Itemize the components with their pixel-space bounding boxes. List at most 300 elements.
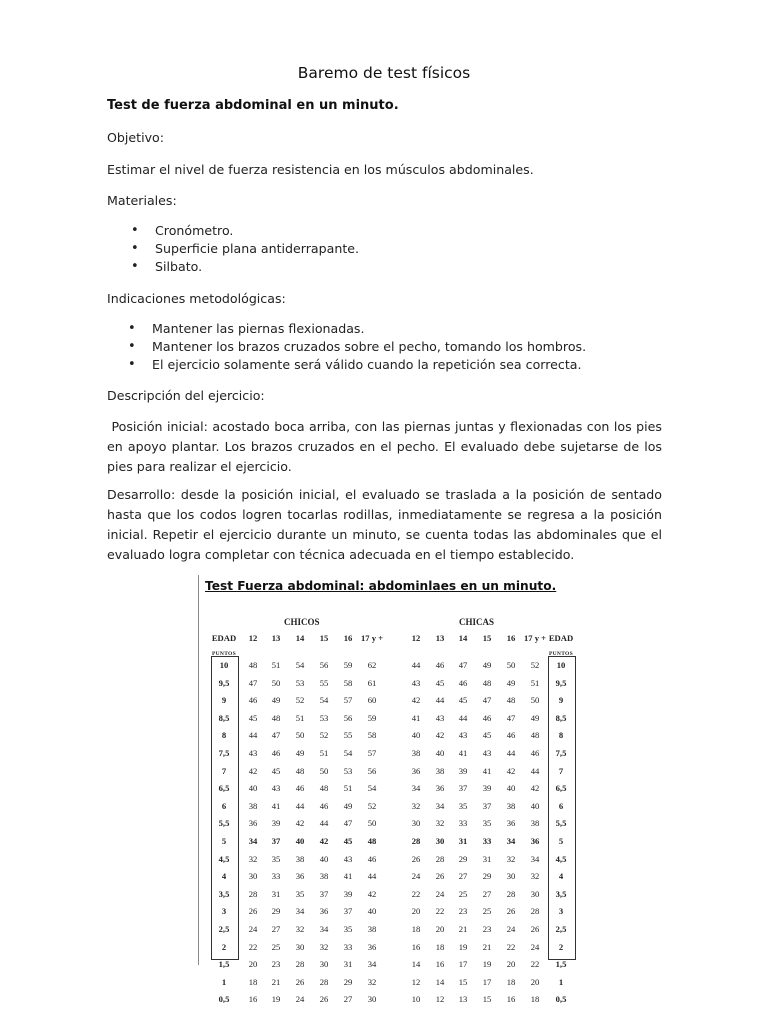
list-item: • Silbato. <box>131 259 203 274</box>
boys-value-cell: 42 <box>295 818 305 829</box>
score-cell: 3 <box>558 906 564 917</box>
boys-value-cell: 45 <box>271 765 281 776</box>
girls-value-cell: 20 <box>435 924 445 934</box>
boys-value-cell: 32 <box>367 976 377 987</box>
boys-value-cell: 52 <box>295 695 305 706</box>
score-cell: 1 <box>221 976 227 987</box>
boys-value-cell: 28 <box>319 976 329 987</box>
girls-value-cell: 15 <box>482 994 492 1005</box>
boys-value-cell: 49 <box>295 748 305 758</box>
table-row <box>198 657 578 674</box>
girls-value-cell: 22 <box>411 888 421 899</box>
table-row <box>198 974 578 991</box>
girls-value-cell: 12 <box>435 994 445 1005</box>
boys-value-cell: 24 <box>248 924 258 934</box>
age-header-girls: 14 <box>458 633 468 643</box>
materiales-list <box>131 222 360 276</box>
girls-value-cell: 44 <box>506 748 516 758</box>
girls-value-cell: 14 <box>435 976 445 987</box>
boys-value-cell: 46 <box>271 748 281 758</box>
boys-value-cell: 44 <box>319 818 329 829</box>
girls-value-cell: 34 <box>411 783 421 794</box>
girls-value-cell: 50 <box>506 660 516 670</box>
score-cell: 3,5 <box>555 888 567 899</box>
girls-value-cell: 19 <box>458 941 468 952</box>
boys-value-cell: 27 <box>271 924 281 934</box>
girls-value-cell: 27 <box>458 871 468 882</box>
boys-value-cell: 54 <box>367 783 377 794</box>
age-header-girls: 13 <box>435 633 445 643</box>
boys-value-cell: 27 <box>343 994 353 1005</box>
girls-value-cell: 29 <box>482 871 492 882</box>
boys-value-cell: 34 <box>319 924 329 934</box>
score-cell: 10 <box>219 660 229 670</box>
boys-value-cell: 48 <box>295 765 305 776</box>
indicaciones-label: Indicaciones metodológicas: <box>107 291 286 306</box>
puntos-label: PUNTOS <box>548 651 573 657</box>
score-cell: 10 <box>556 660 566 670</box>
boys-value-cell: 44 <box>248 730 258 741</box>
girls-value-cell: 44 <box>411 660 421 670</box>
age-header-girls: 12 <box>411 633 421 643</box>
boys-value-cell: 48 <box>367 836 377 846</box>
list-item: • Mantener los brazos cruzados sobre el pecho, tomando los hombros. <box>128 339 587 354</box>
score-cell: 9,5 <box>218 677 230 688</box>
girls-value-cell: 18 <box>530 994 540 1005</box>
girls-value-cell: 38 <box>506 800 516 811</box>
girls-value-cell: 34 <box>435 800 445 811</box>
boys-value-cell: 36 <box>367 941 377 952</box>
girls-value-cell: 36 <box>530 836 540 846</box>
girls-value-cell: 40 <box>435 748 445 758</box>
boys-value-cell: 23 <box>271 959 281 970</box>
girls-value-cell: 22 <box>530 959 540 970</box>
boys-value-cell: 32 <box>295 924 305 934</box>
list-item: • Mantener las piernas flexionadas. <box>128 321 365 336</box>
bullet-icon: • <box>131 241 139 256</box>
girls-value-cell: 27 <box>482 888 492 899</box>
girls-value-cell: 42 <box>435 730 445 741</box>
boys-value-cell: 26 <box>248 906 258 917</box>
boys-value-cell: 48 <box>319 783 329 794</box>
bullet-icon: • <box>128 339 136 354</box>
score-cell: 9,5 <box>555 677 567 688</box>
boys-value-cell: 39 <box>271 818 281 829</box>
girls-value-cell: 32 <box>411 800 421 811</box>
girls-value-cell: 30 <box>411 818 421 829</box>
score-cell: 7 <box>221 765 227 776</box>
girls-value-cell: 26 <box>435 871 445 882</box>
table-row <box>198 833 578 850</box>
boys-value-cell: 53 <box>295 677 305 688</box>
boys-value-cell: 42 <box>319 836 329 846</box>
boys-value-cell: 43 <box>271 783 281 794</box>
girls-value-cell: 19 <box>482 959 492 970</box>
girls-value-cell: 33 <box>482 836 492 846</box>
boys-value-cell: 35 <box>343 924 353 934</box>
girls-value-cell: 35 <box>458 800 468 811</box>
boys-value-cell: 21 <box>271 976 281 987</box>
boys-value-cell: 44 <box>367 871 377 882</box>
girls-value-cell: 38 <box>530 818 540 829</box>
boys-value-cell: 38 <box>367 924 377 934</box>
girls-value-cell: 45 <box>482 730 492 741</box>
girls-value-cell: 24 <box>530 941 540 952</box>
table-title: Test Fuerza abdominal: abdominlaes en un minuto. <box>205 579 557 593</box>
girls-value-cell: 20 <box>506 959 516 970</box>
boys-value-cell: 37 <box>319 888 329 899</box>
girls-value-cell: 28 <box>411 836 421 846</box>
girls-value-cell: 20 <box>530 976 540 987</box>
girls-value-cell: 51 <box>530 677 540 688</box>
girls-value-cell: 41 <box>482 765 492 776</box>
girls-value-cell: 44 <box>530 765 540 776</box>
girls-value-cell: 31 <box>458 836 468 846</box>
boys-value-cell: 31 <box>271 888 281 899</box>
boys-value-cell: 51 <box>319 748 329 758</box>
boys-value-cell: 37 <box>271 836 281 846</box>
score-cell: 1 <box>558 976 564 987</box>
boys-value-cell: 55 <box>343 730 353 741</box>
girls-value-cell: 23 <box>482 924 492 934</box>
group-girls-label: CHICAS <box>459 617 495 627</box>
boys-value-cell: 30 <box>248 871 258 882</box>
boys-value-cell: 30 <box>367 994 377 1005</box>
boys-value-cell: 47 <box>271 730 281 741</box>
boys-value-cell: 61 <box>367 677 377 688</box>
girls-value-cell: 48 <box>506 695 516 706</box>
girls-value-cell: 40 <box>411 730 421 741</box>
girls-value-cell: 44 <box>435 695 445 706</box>
bullet-icon: • <box>131 259 139 274</box>
boys-value-cell: 37 <box>343 906 353 917</box>
table-row <box>198 939 578 956</box>
girls-value-cell: 22 <box>435 906 445 917</box>
group-boys-label: CHICOS <box>284 617 320 627</box>
score-cell: 3,5 <box>218 888 230 899</box>
girls-value-cell: 14 <box>411 959 421 970</box>
boys-value-cell: 38 <box>295 853 305 864</box>
girls-value-cell: 42 <box>530 783 540 794</box>
girls-value-cell: 28 <box>435 853 445 864</box>
boys-value-cell: 30 <box>295 941 305 952</box>
score-cell: 4,5 <box>218 853 230 864</box>
girls-value-cell: 17 <box>458 959 468 970</box>
objetivo-text: Estimar el nivel de fuerza resistencia en los músculos abdominales. <box>107 162 534 177</box>
bullet-icon: • <box>128 357 136 372</box>
boys-value-cell: 25 <box>271 941 281 952</box>
girls-value-cell: 42 <box>411 695 421 706</box>
girls-value-cell: 43 <box>411 677 421 688</box>
girls-value-cell: 43 <box>435 712 445 723</box>
girls-value-cell: 10 <box>411 994 421 1005</box>
girls-value-cell: 26 <box>411 853 421 864</box>
boys-value-cell: 40 <box>319 853 329 864</box>
bullet-icon: • <box>131 223 139 238</box>
girls-value-cell: 47 <box>506 712 516 723</box>
boys-value-cell: 51 <box>343 783 353 794</box>
boys-value-cell: 52 <box>367 800 377 811</box>
girls-value-cell: 36 <box>435 783 445 794</box>
girls-value-cell: 25 <box>482 906 492 917</box>
girls-value-cell: 40 <box>530 800 540 811</box>
girls-value-cell: 22 <box>506 941 516 952</box>
table-row <box>198 886 578 903</box>
boys-value-cell: 50 <box>295 730 305 741</box>
boys-value-cell: 51 <box>271 660 281 670</box>
boys-value-cell: 54 <box>343 748 353 758</box>
girls-value-cell: 25 <box>458 888 468 899</box>
girls-value-cell: 46 <box>458 677 468 688</box>
girls-value-cell: 30 <box>435 836 445 846</box>
boys-value-cell: 30 <box>319 959 329 970</box>
objetivo-label: Objetivo: <box>107 130 164 145</box>
boys-value-cell: 54 <box>319 695 329 706</box>
table-row <box>198 675 578 692</box>
age-header-girls: 15 <box>482 633 492 643</box>
table-row <box>198 780 578 797</box>
age-header-boys: 13 <box>271 633 281 643</box>
girls-value-cell: 18 <box>435 941 445 952</box>
boys-value-cell: 38 <box>248 800 258 811</box>
score-cell: 6,5 <box>555 783 567 794</box>
boys-value-cell: 29 <box>343 976 353 987</box>
score-cell: 5,5 <box>218 818 230 829</box>
score-cell: 6 <box>221 800 227 811</box>
boys-value-cell: 50 <box>271 677 281 688</box>
boys-value-cell: 24 <box>295 994 305 1005</box>
age-header-boys: 14 <box>295 633 305 643</box>
girls-value-cell: 29 <box>458 853 468 864</box>
table-row <box>198 798 578 815</box>
score-cell: 4,5 <box>555 853 567 864</box>
girls-value-cell: 48 <box>482 677 492 688</box>
table-row <box>198 727 578 744</box>
girls-value-cell: 31 <box>482 853 492 864</box>
score-cell: 2,5 <box>555 924 567 934</box>
girls-value-cell: 49 <box>506 677 516 688</box>
girls-value-cell: 26 <box>506 906 516 917</box>
girls-value-cell: 44 <box>458 712 468 723</box>
score-cell: 7,5 <box>555 748 567 758</box>
materiales-label: Materiales: <box>107 193 177 208</box>
girls-value-cell: 40 <box>506 783 516 794</box>
boys-value-cell: 47 <box>248 677 258 688</box>
boys-value-cell: 49 <box>271 695 281 706</box>
girls-value-cell: 32 <box>435 818 445 829</box>
girls-value-cell: 34 <box>530 853 540 864</box>
boys-value-cell: 36 <box>319 906 329 917</box>
table-row <box>198 710 578 727</box>
girls-value-cell: 12 <box>411 976 421 987</box>
boys-value-cell: 32 <box>248 853 258 864</box>
girls-value-cell: 24 <box>506 924 516 934</box>
girls-value-cell: 30 <box>530 888 540 899</box>
boys-value-cell: 46 <box>367 853 377 864</box>
girls-value-cell: 43 <box>458 730 468 741</box>
edad-header: EDAD <box>548 633 574 643</box>
posicion-inicial-paragraph: Posición inicial: acostado boca arriba, con las piernas juntas y flexionadas con los pies en apoyo plantar. Los brazos cruzados en el pecho. El evaluado debe sujetarse de los pies para realizar el ejercicio. <box>107 419 667 474</box>
score-cell: 9 <box>221 695 227 706</box>
boys-value-cell: 51 <box>295 712 305 723</box>
girls-value-cell: 36 <box>411 765 421 776</box>
boys-value-cell: 50 <box>367 818 377 829</box>
age-header-boys: 17 y + <box>360 633 384 643</box>
girls-value-cell: 23 <box>458 906 468 917</box>
girls-value-cell: 28 <box>530 906 540 917</box>
boys-value-cell: 28 <box>295 959 305 970</box>
descripcion-label: Descripción del ejercicio: <box>107 388 265 403</box>
girls-value-cell: 46 <box>482 712 492 723</box>
boys-value-cell: 53 <box>319 712 329 723</box>
boys-value-cell: 39 <box>343 888 353 899</box>
score-cell: 6,5 <box>218 783 230 794</box>
boys-value-cell: 41 <box>271 800 281 811</box>
boys-value-cell: 33 <box>343 941 353 952</box>
girls-value-cell: 48 <box>530 730 540 741</box>
girls-value-cell: 21 <box>482 941 492 952</box>
boys-value-cell: 41 <box>343 871 353 882</box>
girls-value-cell: 32 <box>506 853 516 864</box>
girls-value-cell: 46 <box>435 660 445 670</box>
score-cell: 4 <box>221 871 227 882</box>
score-cell: 1,5 <box>555 959 567 970</box>
boys-value-cell: 34 <box>295 906 305 917</box>
boys-value-cell: 40 <box>248 783 258 794</box>
boys-value-cell: 34 <box>367 959 377 970</box>
age-header-girls: 17 y + <box>523 633 547 643</box>
boys-value-cell: 48 <box>271 712 281 723</box>
boys-value-cell: 42 <box>367 888 377 899</box>
bullet-icon: • <box>128 321 136 336</box>
boys-value-cell: 36 <box>248 818 258 829</box>
girls-value-cell: 46 <box>506 730 516 741</box>
score-cell: 8 <box>558 730 564 741</box>
boys-value-cell: 26 <box>295 976 305 987</box>
girls-value-cell: 46 <box>530 748 540 758</box>
girls-value-cell: 45 <box>458 695 468 706</box>
girls-value-cell: 50 <box>530 695 540 706</box>
table-row <box>198 815 578 832</box>
girls-value-cell: 47 <box>482 695 492 706</box>
girls-value-cell: 37 <box>458 783 468 794</box>
boys-value-cell: 42 <box>248 765 258 776</box>
girls-value-cell: 35 <box>482 818 492 829</box>
score-cell: 9 <box>558 695 564 706</box>
boys-value-cell: 35 <box>295 888 305 899</box>
score-cell: 7 <box>558 765 564 776</box>
table-row <box>198 692 578 709</box>
girls-value-cell: 45 <box>435 677 445 688</box>
girls-value-cell: 16 <box>411 941 421 952</box>
table-row <box>198 921 578 938</box>
girls-value-cell: 34 <box>506 836 516 846</box>
girls-value-cell: 24 <box>411 871 421 882</box>
table-row <box>198 991 578 1008</box>
boys-value-cell: 59 <box>343 660 353 670</box>
boys-value-cell: 55 <box>319 677 329 688</box>
boys-value-cell: 49 <box>343 800 353 811</box>
table-row <box>198 763 578 780</box>
boys-value-cell: 56 <box>319 660 329 670</box>
girls-value-cell: 13 <box>458 994 468 1005</box>
age-header-boys: 12 <box>248 633 258 643</box>
boys-value-cell: 46 <box>295 783 305 794</box>
age-header-boys: 15 <box>319 633 329 643</box>
boys-value-cell: 56 <box>367 765 377 776</box>
score-cell: 5 <box>558 836 564 846</box>
boys-value-cell: 58 <box>343 677 353 688</box>
boys-value-cell: 47 <box>343 818 353 829</box>
score-cell: 1,5 <box>218 959 230 970</box>
edad-header: EDAD <box>211 633 237 643</box>
girls-value-cell: 15 <box>458 976 468 987</box>
boys-value-cell: 53 <box>343 765 353 776</box>
table-row <box>198 956 578 973</box>
score-cell: 2 <box>221 941 227 952</box>
score-cell: 2,5 <box>218 924 230 934</box>
boys-value-cell: 20 <box>248 959 258 970</box>
boys-value-cell: 57 <box>367 748 377 758</box>
boys-value-cell: 46 <box>319 800 329 811</box>
girls-value-cell: 41 <box>458 748 468 758</box>
list-item: • Superficie plana antiderrapante. <box>131 241 360 256</box>
boys-value-cell: 43 <box>343 853 353 864</box>
score-cell: 0,5 <box>218 994 230 1005</box>
girls-value-cell: 16 <box>435 959 445 970</box>
boys-value-cell: 50 <box>319 765 329 776</box>
desarrollo-paragraph: Desarrollo: desde la posición inicial, el evaluado se traslada a la posición de sentado hasta que los codos logren tocarlas rodillas, inmediatamente se regresa a la posición inicial. Repetir el ejercicio durante un minuto, se cuenta todas las abdominales que el evaluado logra completar con técnica adecuada en el tiempo establecido. <box>107 487 662 562</box>
boys-value-cell: 57 <box>343 695 353 706</box>
girls-value-cell: 38 <box>435 765 445 776</box>
boys-value-cell: 60 <box>367 695 377 706</box>
girls-value-cell: 20 <box>411 906 421 917</box>
girls-value-cell: 18 <box>411 924 421 934</box>
boys-value-cell: 45 <box>248 712 258 723</box>
score-table-figure <box>198 575 578 1005</box>
boys-value-cell: 34 <box>248 836 258 846</box>
score-cell: 8,5 <box>218 712 230 723</box>
boys-value-cell: 26 <box>319 994 329 1005</box>
girls-value-cell: 32 <box>530 871 540 882</box>
boys-value-cell: 43 <box>248 748 258 758</box>
girls-value-cell: 33 <box>458 818 468 829</box>
girls-value-cell: 41 <box>411 712 421 723</box>
boys-value-cell: 46 <box>248 695 258 706</box>
girls-value-cell: 24 <box>435 888 445 899</box>
girls-value-cell: 17 <box>482 976 492 987</box>
boys-value-cell: 33 <box>271 871 281 882</box>
boys-value-cell: 52 <box>319 730 329 741</box>
girls-value-cell: 18 <box>506 976 516 987</box>
boys-value-cell: 31 <box>343 959 353 970</box>
score-cell: 4 <box>558 871 564 882</box>
boys-value-cell: 29 <box>271 906 281 917</box>
score-cell: 7,5 <box>218 748 230 758</box>
table-row <box>198 851 578 868</box>
boys-value-cell: 40 <box>367 906 377 917</box>
score-cell: 3 <box>221 906 227 917</box>
indicaciones-list <box>128 320 587 374</box>
score-cell: 8 <box>221 730 227 741</box>
puntos-label: PUNTOS <box>211 651 236 657</box>
table-row <box>198 903 578 920</box>
age-header-girls: 16 <box>506 633 516 643</box>
girls-value-cell: 28 <box>506 888 516 899</box>
boys-value-cell: 35 <box>271 853 281 864</box>
score-cell: 2 <box>558 941 564 952</box>
table-row <box>198 745 578 762</box>
